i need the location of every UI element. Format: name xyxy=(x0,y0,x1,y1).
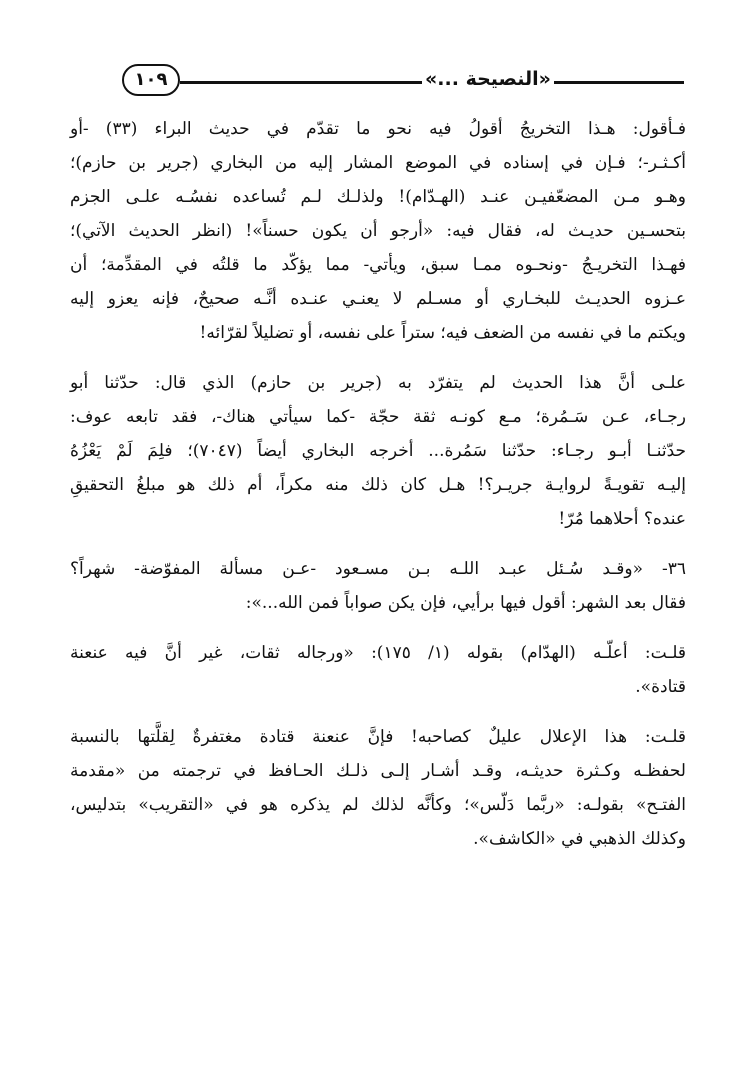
text-line: فقال بعد الشهر: أقول فيها برأيي، فإن يكن صواباً فمن الله...»: xyxy=(245,593,686,613)
text-line: علـى أنَّ هذا الحديث لم يتفرّد به (جرير بن حازم) الذي قال: حدّثنا أبو xyxy=(70,373,686,393)
header-rule-left xyxy=(180,81,422,84)
paragraph xyxy=(70,720,686,856)
text-line: قلـت: هذا الإعلال عليلٌ كصاحبه! فإنَّ عنعنة قتادة مغتفرةٌ لِقلَّتها بالنسبة xyxy=(70,727,686,747)
text-line: عنده؟ أحلاهما مُرّ! xyxy=(558,509,686,529)
text-line: قلـت: أعلّـه (الهدّام) بقوله (١/ ١٧٥): «ورجاله ثقات، غير أنَّ فيه عنعنة xyxy=(70,643,686,663)
text-line: وكذلك الذهبي في «الكاشف». xyxy=(473,829,686,849)
text-line: رجـاء، عـن سَـمُرة؛ مـع كونـه ثقة حجّة -كما سيأتي هناك-، فقد تابعه عوف: xyxy=(70,407,686,427)
text-line: الفتـح» بقولـه: «ربَّما دَلّس»؛ وكأنَّه لذلك لم يذكره هو في «التقريب» بتدليس، xyxy=(70,795,686,815)
running-title: «النصيحة ...» xyxy=(425,68,551,90)
text-line: بتحسـين حديـث له، فقال فيه: «أرجو أن يكون حسناً»! (انظر الحديث الآتي)؛ xyxy=(70,221,686,241)
paragraph xyxy=(70,112,686,350)
header-rule-right xyxy=(554,81,684,84)
text-line: فـأقول: هـذا التخريجُ أقولُ فيه نحو ما تقدّم في حديث البراء (٣٣) -أو xyxy=(70,119,686,139)
paragraph xyxy=(70,636,686,704)
text-line: عـزوه الحديـث للبخـاري أو مسـلم لا يعنـي عنـده أنَّـه صحيحٌ، فإنه يعزو إليه xyxy=(70,289,686,309)
page-header xyxy=(72,62,684,102)
page-body xyxy=(70,112,686,872)
paragraph xyxy=(70,552,686,620)
text-line: إليـه تقويـةً لروايـة جريـر؟! هـل كان ذلك منه مكراً، أم ذلك هو مبلغُ التحقيقِ xyxy=(70,475,686,495)
page-number-badge: ١٠٩ xyxy=(122,64,180,96)
text-line: فهـذا التخريـجُ -ونحـوه ممـا سبق، ويأتي- مما يؤكّد ما قلتُه في المقدِّمة؛ أن xyxy=(70,255,686,275)
text-line: أكـثـر-؛ فـإن في إسناده في الموضع المشار إليه من البخاري (جرير بن حازم)؛ xyxy=(70,153,686,173)
text-line: ٣٦- «وقـد سُـئل عبـد اللـه بـن مسـعود -عـن مسألة المفوّضة- شهراً؟ xyxy=(70,559,686,579)
text-line: حدّثنـا أبـو رجـاء: حدّثنا سَمُرة... أخرجه البخاري أيضاً (٧٠٤٧)؛ فلِمَ لَمْ يَعْزُهُ xyxy=(70,441,687,461)
paragraph xyxy=(70,366,686,536)
text-line: ويكتم ما في نفسه من الضعف فيه؛ ستراً على نفسه، أو تضليلاً لقرّائه! xyxy=(199,323,686,343)
text-line: قتادة». xyxy=(635,677,686,697)
text-line: وهـو مـن المضعّفيـن عنـد (الهـدّام)! ولذلـك لـم تُساعده نفسُـه علـى الجزم xyxy=(70,187,686,207)
text-line: لحفظـه وكـثرة حديثـه، وقـد أشـار إلـى ذلـك الحـافظ في ترجمته من «مقدمة xyxy=(70,761,686,781)
